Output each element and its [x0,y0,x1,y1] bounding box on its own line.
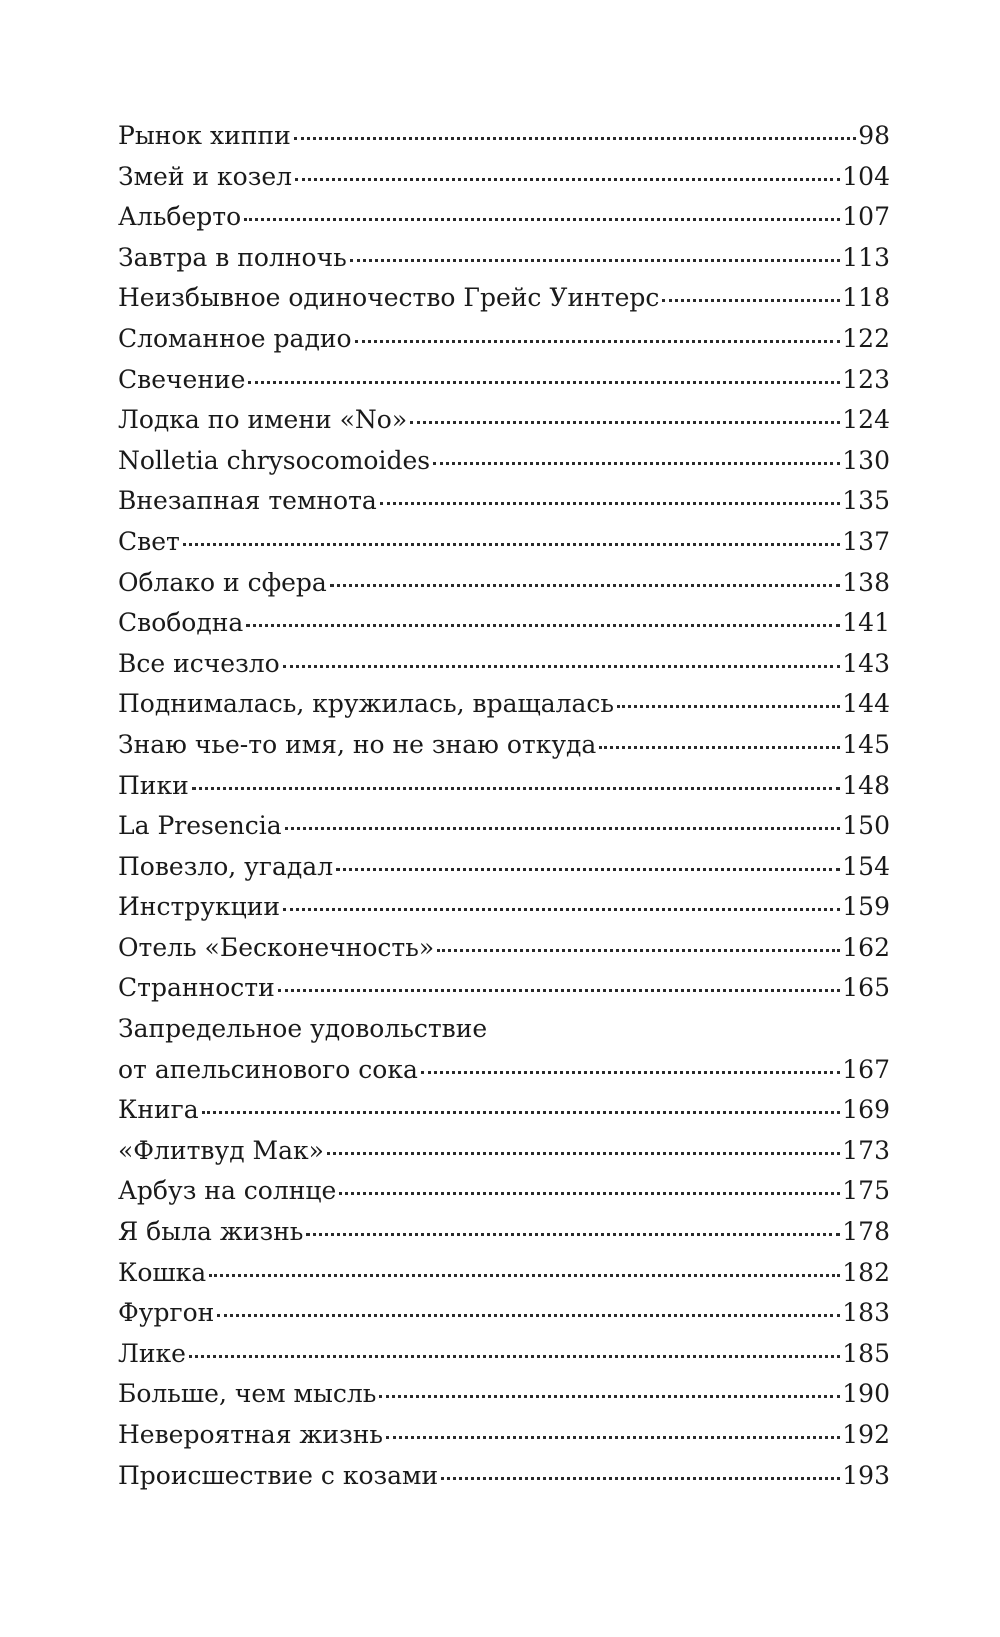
toc-entry [118,806,890,847]
toc-entry-title: Кошка [118,1257,207,1287]
toc-entry-page-number: 98 [858,121,890,150]
dot-leader [350,259,841,262]
dot-leader [202,1111,841,1114]
toc-entry [118,684,890,725]
toc-entry-title: от апельсинового сока [118,1054,418,1084]
toc-entry [118,968,890,1009]
toc-entry [118,441,890,482]
dot-leader [327,1152,840,1155]
dot-leader [244,218,840,221]
toc-entry-title: Свечение [118,364,246,394]
toc-entry-title: Знаю чье-то имя, но не знаю откуда [118,729,597,759]
toc-entry-page-number: 185 [842,1338,890,1368]
toc-entry-title: Свободна [118,608,244,638]
dot-leader [285,827,841,830]
dot-leader [192,787,841,790]
toc-entry-page-number: 118 [842,283,890,313]
dot-leader [295,178,840,181]
dot-leader [433,462,840,465]
toc-entry [118,766,890,807]
toc-entry-page-number: 143 [842,648,890,678]
toc-entry [118,1050,890,1091]
dot-leader [283,665,841,668]
dot-leader [437,949,840,952]
toc-entry [118,1253,890,1294]
dot-leader [380,502,840,505]
toc-entry-title: Все исчезло [118,648,280,678]
dot-leader [662,299,840,302]
dot-leader [246,624,840,627]
toc-entry-page-number: 104 [842,161,890,191]
toc-entry-title: Альберто [118,202,242,232]
toc-entry-page-number: 193 [842,1460,890,1490]
toc-entry-title: Змей и козел [118,161,293,191]
toc-entry-title: Внезапная темнота [118,486,377,516]
toc-entry [118,319,890,360]
dot-leader [183,543,840,546]
dot-leader [336,868,840,871]
toc-entry-page-number: 148 [842,770,890,800]
toc-entry-page-number: 137 [842,526,890,556]
dot-leader [386,1436,840,1439]
toc-entry [118,197,890,238]
toc-entry-title: Облако и сфера [118,567,327,597]
toc-entry [118,1090,890,1131]
toc-entry-page-number: 141 [842,608,890,638]
toc-entry [118,1456,890,1497]
toc-entry-page-number: 122 [842,323,890,353]
dot-leader [283,908,840,911]
dot-leader [330,584,840,587]
dot-leader [441,1477,840,1480]
toc-entry [118,1009,890,1050]
toc-entry-page-number: 167 [842,1054,890,1084]
toc-entry-page-number: 113 [842,242,890,272]
dot-leader [421,1071,840,1074]
dot-leader [379,1395,840,1398]
toc-entry-title: Пики [118,770,189,800]
toc-entry-page-number: 178 [842,1217,890,1247]
toc-entry-page-number: 107 [842,202,890,232]
toc-entry-title: Странности [118,973,275,1003]
toc-entry-title: Книга [118,1095,199,1125]
dot-leader [410,421,840,424]
toc-entry-title: Повезло, угадал [118,851,334,881]
dot-leader [189,1355,840,1358]
toc-entry-title: Неизбывное одиночество Грейс Уинтерс [118,283,660,313]
toc-entry-page-number: 130 [842,445,890,475]
toc-entry-title: Инструкции [118,892,281,922]
toc-entry [118,522,890,563]
toc-entry-title: Арбуз на солнце [118,1176,337,1206]
dot-leader [248,381,840,384]
toc-entry [118,644,890,685]
toc-entry-title: Отель «Бесконечность» [118,932,435,962]
toc-entry-title: Рынок хиппи [118,121,291,150]
toc-entry [118,1212,890,1253]
toc-entry-title: Происшествие с козами [118,1460,439,1490]
toc-entry-page-number: 175 [842,1176,890,1206]
toc-entry-title: Лодка по имени «No» [118,405,408,435]
toc-entry-title: Я была жизнь [118,1217,304,1247]
toc-entry-page-number: 165 [842,973,890,1003]
dot-leader [599,746,840,749]
toc-entry-page-number: 154 [842,851,890,881]
dot-leader [217,1314,840,1317]
toc-entry-title: Лике [118,1338,186,1368]
toc-entry [118,928,890,969]
toc-entry-page-number: 190 [842,1379,890,1409]
toc-entry-page-number: 138 [842,567,890,597]
toc-entry-page-number: 173 [842,1135,890,1165]
toc-entry [118,1334,890,1375]
toc-entry-page-number: 159 [842,892,890,922]
dot-leader [617,705,840,708]
toc-entry-page-number: 124 [842,405,890,435]
toc-entry-page-number: 162 [842,932,890,962]
dot-leader [209,1274,840,1277]
dot-leader [278,989,841,992]
dot-leader [339,1192,840,1195]
dot-leader [306,1233,840,1236]
toc-entry [118,725,890,766]
toc-entry [118,1293,890,1334]
toc-entry-page-number: 192 [842,1420,890,1449]
toc-entry-title: Сломанное радио [118,323,352,353]
dot-leader [355,340,841,343]
toc-entry-title: Свет [118,526,180,556]
toc-entry-page-number: 169 [842,1095,890,1125]
toc-entry-page-number: 145 [842,729,890,759]
toc-entry-page-number: 135 [842,486,890,516]
toc-entry-title: Больше, чем мысль [118,1379,377,1409]
toc-entry [118,1374,890,1415]
toc-entry [118,603,890,644]
toc-entry-page-number: 123 [842,364,890,394]
toc-entry-title: Невероятная жизнь [118,1420,383,1449]
toc-entry-page-number: 144 [842,689,890,719]
toc-entry [118,116,890,157]
toc-entry [118,481,890,522]
toc-entry [118,360,890,401]
toc-entry [118,563,890,604]
toc-entry-title: La Presencia [118,811,282,841]
toc-entry-page-number: 183 [842,1298,890,1328]
toc-entry-title: Запредельное удовольствие [118,1014,488,1044]
toc-entry [118,1131,890,1172]
toc-entry-title: Поднималась, кружилась, вращалась [118,689,615,719]
toc-entry [118,157,890,198]
toc-entry-title: Nolletia chrysocomoides [118,445,431,475]
toc-entry [118,1415,890,1456]
toc-entry [118,238,890,279]
toc-entry-title: Фургон [118,1298,215,1328]
toc-entry [118,400,890,441]
table-of-contents [118,116,890,1496]
toc-entry [118,278,890,319]
toc-entry [118,1171,890,1212]
toc-entry-page-number: 182 [842,1257,890,1287]
dot-leader [294,137,856,140]
toc-entry [118,887,890,928]
toc-entry-title: Завтра в полночь [118,242,347,272]
toc-entry-page-number: 150 [842,811,890,841]
toc-entry-title: «Флитвуд Мак» [118,1135,324,1165]
toc-entry [118,847,890,888]
